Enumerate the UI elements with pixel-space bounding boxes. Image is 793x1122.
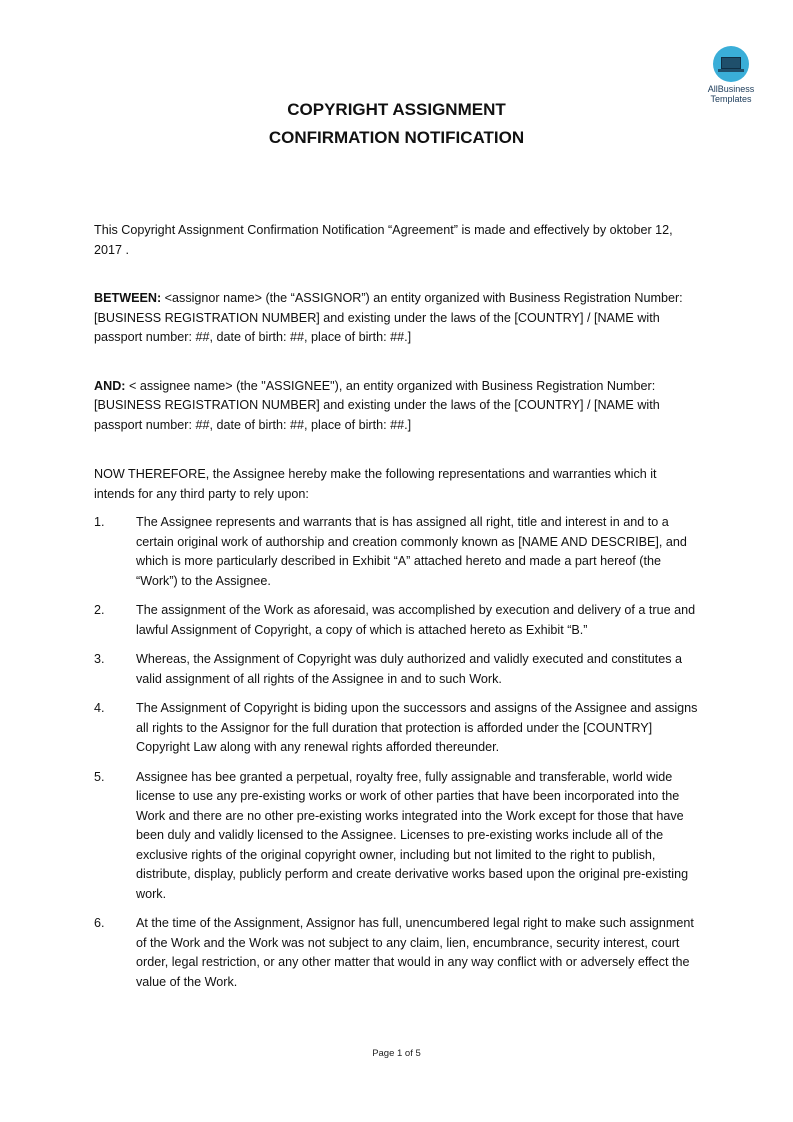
between-label: BETWEEN: xyxy=(94,291,162,305)
list-item-number: 3. xyxy=(94,652,105,666)
between-paragraph xyxy=(94,289,700,348)
list-item-number: 2. xyxy=(94,603,105,617)
list-item xyxy=(94,601,700,640)
and-label: AND: xyxy=(94,378,126,393)
list-item-text: The Assignee represents and warrants that is has assigned all right, title and interest in and to a certain original work of authorship and creation commonly known as [NAME AND DESCRIBE], and which is more particularly described in Exhibit “A” attached hereto and made a part hereof (the “Work”) to the Assignee. xyxy=(136,515,687,588)
title-line-2: CONFIRMATION NOTIFICATION xyxy=(268,128,525,147)
laptop-icon xyxy=(721,57,741,69)
list-item xyxy=(94,513,700,591)
list-item-number: 5. xyxy=(94,769,105,784)
page-number-footer: Page 1 of 5 xyxy=(372,1048,421,1059)
list-item xyxy=(94,914,700,992)
document-title xyxy=(0,96,793,152)
logo-text-line1: AllBusiness xyxy=(707,84,755,94)
list-item-number: 6. xyxy=(94,916,105,930)
and-text: < assignee name> (the "ASSIGNEE"), an entity organized with Business Registration Number: [BUSINESS REGISTRATION NUMBER] and existing under the laws of the [COUNTRY] / [NAME with passport number: ##, date of birth: ##, place of birth: ##.] xyxy=(94,378,660,432)
logo-circle xyxy=(713,46,749,82)
list-item xyxy=(94,768,700,905)
list-item xyxy=(94,650,700,689)
logo-text-line2: Templates xyxy=(710,94,752,104)
list-item-text: The assignment of the Work as aforesaid, was accomplished by execution and delivery of a true and lawful Assignment of Copyright, a copy of which is attached hereto as Exhibit “B.” xyxy=(136,603,696,637)
list-item-text: The Assignment of Copyright is biding upon the successors and assigns of the Assignee and assigns all rights to the Assignor for the full duration that protection is afforded under the [COUNTRY] Copyright Law along with any renewal rights afforded thereunder. xyxy=(136,701,698,754)
between-text: <assignor name> (the “ASSIGNOR”) an entity organized with Business Registration Number: [BUSINESS REGISTRATION NUMBER] and existing under the laws of the [COUNTRY] / [NAME with passport number: ##, date of birth: ##, place of birth: ##.] xyxy=(94,291,683,344)
intro-paragraph: This Copyright Assignment Confirmation Notification “Agreement” is made and effectively by oktober 12, 2017 . xyxy=(94,223,673,257)
list-item-text: Assignee has bee granted a perpetual, royalty free, fully assignable and transferable, world wide license to use any pre-existing works or work of other parties that have been incorporated into the Work and there are no other pre-existing works integrated into the Work except for those that have been duly and validly licensed to the Assignee. Licenses to pre-existing works include all of the exclusive rights of the original copyright owner, including but not limited to the right to publish, distribute, display, publicly perform and create derivative works based upon the original pre-existing work. xyxy=(136,769,689,901)
and-paragraph xyxy=(94,377,700,436)
title-line-1: COPYRIGHT ASSIGNMENT xyxy=(287,100,506,119)
list-item-text: At the time of the Assignment, Assignor has full, unencumbered legal right to make such assignment of the Work and the Work was not subject to any claim, lien, encumbrance, security interest, court order, legal restriction, or any other matter that would in any way conflict with or adversely effect the value of the Work. xyxy=(136,916,694,989)
document-body xyxy=(94,221,700,1002)
now-therefore-paragraph: NOW THEREFORE, the Assignee hereby make the following representations and warranties which it intends for any third party to rely upon: xyxy=(94,467,657,501)
list-item-text: Whereas, the Assignment of Copyright was duly authorized and validly executed and constitutes a valid assignment of all rights of the Assignee in and to such Work. xyxy=(136,652,683,686)
list-item xyxy=(94,699,700,758)
list-item-number: 1. xyxy=(94,515,105,529)
list-item-number: 4. xyxy=(94,701,105,715)
representations-list xyxy=(94,513,700,992)
